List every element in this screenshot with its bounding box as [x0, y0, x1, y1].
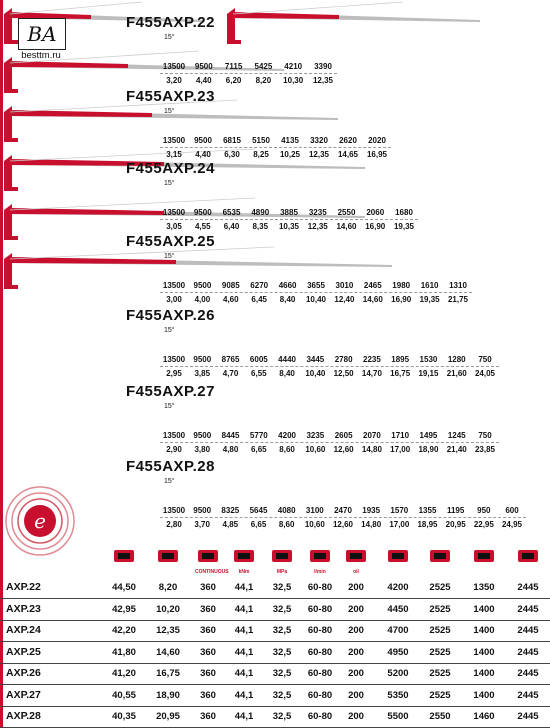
table-cell: 18,90 [156, 689, 180, 701]
icon-label: oil [353, 569, 359, 575]
table-cell: 41,20 [112, 668, 136, 679]
width-icon [471, 548, 497, 570]
load-value: 13500 [162, 431, 186, 440]
table-cell: 40,35 [112, 711, 136, 722]
table-cell: 32,5 [272, 711, 292, 722]
model-title: F455AXP.28 [126, 458, 215, 475]
table-cell: 2445 [517, 711, 539, 722]
table-cell: 32,5 [272, 603, 292, 615]
radius-value: 12,35 [312, 76, 334, 85]
radius-value: 3,00 [166, 295, 182, 304]
load-value: 5770 [249, 431, 268, 440]
table-cell: 60-80 [307, 625, 333, 636]
icon-label: l/min [314, 569, 326, 575]
radius-value: 18,90 [418, 445, 439, 454]
radius-value: 4,40 [195, 150, 211, 159]
reach-arrow-icon [155, 548, 181, 570]
load-value: 3445 [306, 355, 325, 364]
table-cell: 44,1 [234, 689, 254, 701]
radius-value: 14,80 [361, 520, 382, 529]
angle-label: 15° [164, 327, 175, 334]
radius-value: 6,30 [224, 150, 240, 159]
table-cell: 32,5 [272, 689, 292, 701]
radius-value: 2,95 [166, 369, 182, 378]
load-value: 2070 [363, 431, 381, 440]
table-cell: 44,50 [112, 582, 136, 593]
radius-value: 3,20 [166, 76, 182, 85]
icon-label: MPa [276, 569, 288, 575]
radius-value: 10,25 [279, 150, 301, 159]
model-name: AXP.22 [6, 581, 41, 593]
table-cell: 360 [200, 582, 216, 593]
table-cell: 32,5 [272, 646, 292, 658]
icon-label: CONTINUOUS [195, 569, 229, 575]
radius-value: 6,40 [223, 222, 240, 231]
radius-value: 14,60 [362, 295, 383, 304]
table-cell: 60-80 [307, 582, 333, 593]
radius-value: 12,35 [307, 222, 328, 231]
angle-label: 15° [164, 108, 175, 115]
load-value: 1980 [392, 281, 411, 290]
radius-value: 3,80 [194, 445, 211, 454]
radius-value: 12,40 [334, 295, 355, 304]
table-cell: 2550 [429, 711, 451, 722]
load-value: 1355 [418, 506, 437, 515]
table-cell: 2445 [517, 603, 539, 615]
load-value: 2780 [334, 355, 353, 364]
model-name: AXP.25 [6, 645, 41, 658]
load-value: 13500 [162, 136, 186, 145]
table-cell: 5350 [387, 689, 409, 701]
table-cell: 2445 [517, 582, 539, 593]
load-value: 7115 [224, 62, 243, 71]
load-value: 6815 [223, 136, 241, 145]
radius-value: 8,60 [278, 520, 295, 529]
table-cell: 10,20 [156, 603, 180, 615]
load-value: 9500 [193, 355, 212, 364]
angle-label: 15° [164, 478, 175, 485]
radius-value: 17,00 [390, 445, 411, 454]
table-cell: 360 [200, 668, 216, 679]
load-value: 5150 [252, 136, 270, 145]
load-value: 2550 [337, 208, 356, 217]
table-cell: 2525 [429, 689, 451, 701]
angle-label: 15° [164, 403, 175, 410]
table-cell: 1400 [473, 646, 495, 658]
table-row [0, 705, 550, 728]
radius-value: 8,60 [279, 445, 295, 454]
table-cell: 2445 [517, 689, 539, 701]
row-divider [160, 366, 499, 367]
radius-value: 8,40 [279, 369, 295, 378]
radius-value: 4,55 [194, 222, 211, 231]
model-title: F455AXP.22 [126, 14, 215, 31]
model-title: F455AXP.27 [126, 383, 215, 400]
oil-tank-icon [343, 548, 369, 575]
table-cell: 200 [348, 625, 364, 636]
table-cell: 200 [348, 646, 364, 658]
load-value: 13500 [162, 355, 186, 364]
row-divider [160, 442, 499, 443]
radius-value: 12,35 [308, 150, 330, 159]
radius-value: 24,05 [474, 369, 496, 378]
load-value: 1245 [447, 431, 466, 440]
load-value: 3100 [305, 506, 324, 515]
row-divider [160, 219, 418, 220]
table-cell: 1460 [473, 711, 495, 722]
radius-value: 10,35 [278, 222, 300, 231]
load-value: 13500 [162, 281, 186, 290]
radius-value: 16,90 [391, 295, 412, 304]
table-cell: 1350 [473, 582, 495, 593]
radius-value: 12,60 [333, 445, 354, 454]
table-cell: 8,20 [158, 582, 178, 593]
load-value: 9500 [193, 208, 212, 217]
radius-value: 10,60 [305, 445, 326, 454]
crane-boom-icon [223, 0, 500, 44]
load-value: 1610 [420, 281, 439, 290]
load-value: 1280 [447, 355, 466, 364]
table-cell: 2445 [517, 646, 539, 658]
table-cell: 60-80 [307, 646, 333, 658]
table-cell: 1400 [473, 603, 495, 615]
load-value: 2605 [334, 431, 353, 440]
table-cell: 42,95 [112, 603, 136, 615]
model-name: AXP.27 [6, 688, 41, 701]
load-value: 13500 [162, 506, 186, 515]
table-cell: 4950 [387, 646, 409, 658]
table-cell: 2445 [517, 625, 539, 636]
radius-value: 4,85 [222, 520, 239, 529]
crane-lift-icon [111, 548, 137, 570]
load-value: 4135 [281, 136, 299, 145]
radius-value: 12,50 [333, 369, 354, 378]
angle-label: 15° [164, 34, 175, 41]
stabilizer-spread-icon [427, 548, 453, 570]
e-logo-icon [4, 485, 76, 557]
radius-value: 2,80 [166, 520, 182, 529]
table-cell: 2525 [429, 625, 451, 636]
load-value: 9500 [194, 62, 213, 71]
table-cell: 200 [348, 689, 364, 701]
table-cell: 1400 [473, 689, 495, 701]
radius-value: 14,65 [337, 150, 359, 159]
load-value: 4660 [278, 281, 297, 290]
load-value: 5425 [254, 62, 273, 71]
radius-value: 18,95 [417, 520, 438, 529]
radius-value: 19,35 [419, 295, 440, 304]
model-name: AXP.23 [6, 602, 41, 615]
model-title: F455AXP.25 [126, 233, 215, 250]
table-cell: 200 [348, 582, 364, 593]
table-cell: 360 [200, 711, 216, 722]
load-value: 1530 [419, 355, 438, 364]
load-value: 2470 [334, 506, 352, 515]
model-name: AXP.28 [6, 710, 41, 722]
table-cell: 2525 [429, 603, 451, 615]
icon-label: kNm [238, 569, 250, 575]
table-cell: 200 [348, 711, 364, 722]
table-cell: 40,55 [112, 689, 136, 701]
radius-value: 4,00 [194, 295, 211, 304]
svg-text:e: e [34, 509, 46, 533]
table-cell: 4200 [387, 582, 409, 593]
radius-value: 6,45 [251, 295, 267, 304]
radius-value: 8,40 [279, 295, 296, 304]
model-name: AXP.24 [6, 624, 41, 636]
radius-value: 4,40 [196, 76, 212, 85]
load-value: 8445 [221, 431, 240, 440]
table-row [0, 598, 550, 621]
table-cell: 4450 [387, 603, 409, 615]
load-value: 6535 [222, 208, 241, 217]
height-icon [515, 548, 541, 570]
table-cell: 44,1 [234, 582, 254, 593]
radius-value: 12,60 [332, 520, 354, 529]
load-value: 3235 [306, 431, 325, 440]
load-value: 2020 [368, 136, 386, 145]
load-value: 3655 [307, 281, 325, 290]
radius-value: 6,55 [251, 369, 267, 378]
load-value: 6005 [249, 355, 268, 364]
radius-value: 17,00 [389, 520, 410, 529]
radius-value: 16,95 [366, 150, 388, 159]
logo-mark: BA [18, 18, 66, 50]
table-cell: 2525 [429, 582, 451, 593]
table-cell: 44,1 [234, 603, 254, 615]
table-row [0, 684, 550, 707]
load-value: 750 [478, 431, 492, 440]
load-value: 1935 [362, 506, 381, 515]
radius-value: 8,35 [252, 222, 269, 231]
table-cell: 5500 [387, 711, 409, 722]
radius-value: 23,85 [474, 445, 496, 454]
load-value: 4890 [251, 208, 270, 217]
load-value: 9500 [194, 136, 212, 145]
table-cell: 42,20 [112, 625, 136, 636]
table-cell: 200 [348, 603, 364, 615]
table-row [0, 576, 550, 599]
radius-value: 16,90 [365, 222, 386, 231]
radius-value: 3,15 [166, 150, 182, 159]
load-value: 3320 [310, 136, 328, 145]
pressure-icon [269, 548, 295, 575]
load-value: 3235 [308, 208, 327, 217]
table-cell: 20,95 [156, 711, 180, 722]
radius-value: 8,20 [255, 76, 272, 85]
table-cell: 60-80 [307, 689, 333, 701]
table-cell: 44,1 [234, 646, 254, 658]
brand-logo [10, 18, 72, 66]
table-cell: 2525 [429, 646, 451, 658]
table-row [0, 619, 550, 642]
table-cell: 360 [200, 689, 216, 701]
load-value: 9500 [193, 431, 212, 440]
radius-value: 21,75 [447, 295, 469, 304]
load-value: 13500 [162, 62, 186, 71]
table-cell: 44,1 [234, 711, 254, 722]
table-cell: 44,1 [234, 668, 254, 679]
load-value: 2620 [339, 136, 357, 145]
weight-icon [385, 548, 411, 570]
load-value: 950 [477, 506, 491, 515]
radius-value: 24,95 [501, 520, 523, 529]
table-cell: 60-80 [307, 603, 333, 615]
table-cell: 2445 [517, 668, 539, 679]
radius-value: 16,75 [390, 369, 411, 378]
load-value: 9500 [193, 281, 212, 290]
table-cell: 60-80 [307, 711, 333, 722]
load-value: 4080 [277, 506, 296, 515]
table-cell: 44,1 [234, 625, 254, 636]
table-cell: 360 [200, 603, 216, 615]
load-value: 5645 [249, 506, 268, 515]
load-value: 1895 [391, 355, 410, 364]
load-value: 2235 [363, 355, 381, 364]
row-divider [160, 517, 526, 518]
table-cell: 200 [348, 668, 364, 679]
load-value: 1310 [449, 281, 467, 290]
load-value: 9500 [193, 506, 212, 515]
load-value: 8765 [221, 355, 240, 364]
radius-value: 10,30 [283, 76, 304, 85]
radius-value: 19,15 [418, 369, 439, 378]
table-cell: 32,5 [272, 625, 292, 636]
load-value: 3010 [335, 281, 354, 290]
table-cell: 41,80 [112, 646, 136, 658]
flow-icon [307, 548, 333, 575]
table-cell: 1400 [473, 625, 495, 636]
load-value: 8325 [221, 506, 240, 515]
radius-value: 8,25 [253, 150, 269, 159]
table-cell: 360 [200, 646, 216, 658]
table-cell: 60-80 [307, 668, 333, 679]
radius-value: 19,35 [393, 222, 415, 231]
model-title: F455AXP.26 [126, 307, 215, 324]
table-cell: 16,75 [156, 668, 180, 679]
load-value: 4200 [278, 431, 296, 440]
load-value: 1680 [395, 208, 413, 217]
load-value: 6270 [250, 281, 269, 290]
radius-value: 10,40 [305, 295, 327, 304]
radius-value: 3,05 [166, 222, 182, 231]
radius-value: 10,60 [304, 520, 325, 529]
row-divider [160, 73, 337, 74]
load-value: 1710 [391, 431, 410, 440]
load-value: 3885 [280, 208, 298, 217]
table-cell: 14,60 [156, 646, 180, 658]
load-value: 750 [478, 355, 492, 364]
torque-icon [231, 548, 257, 575]
radius-value: 21,40 [446, 445, 467, 454]
radius-value: 3,85 [194, 369, 211, 378]
radius-value: 21,60 [446, 369, 467, 378]
radius-value: 4,80 [222, 445, 239, 454]
table-cell: 2525 [429, 668, 451, 679]
row-divider [160, 147, 391, 148]
load-value: 600 [505, 506, 519, 515]
load-value: 4440 [278, 355, 296, 364]
radius-value: 6,65 [250, 520, 267, 529]
radius-value: 6,65 [251, 445, 267, 454]
load-value: 9085 [221, 281, 240, 290]
radius-value: 14,80 [361, 445, 382, 454]
load-value: 2060 [366, 208, 385, 217]
table-cell: 360 [200, 625, 216, 636]
radius-value: 4,60 [223, 295, 239, 304]
model-name: AXP.26 [6, 667, 41, 679]
angle-label: 15° [164, 180, 175, 187]
load-value: 1495 [419, 431, 438, 440]
table-cell: 1400 [473, 668, 495, 679]
radius-value: 3,70 [194, 520, 210, 529]
radius-value: 14,70 [361, 369, 382, 378]
logo-site: besttm.ru [21, 50, 61, 61]
radius-value: 2,90 [166, 445, 182, 454]
load-value: 2465 [363, 281, 382, 290]
table-cell: 4700 [387, 625, 409, 636]
table-row [0, 662, 550, 685]
table-row [0, 641, 550, 664]
model-title: F455AXP.24 [126, 160, 215, 177]
load-value: 1195 [446, 506, 465, 515]
radius-value: 10,40 [305, 369, 326, 378]
rotation-icon [195, 548, 229, 575]
table-cell: 12,35 [156, 625, 180, 636]
radius-value: 22,95 [473, 520, 494, 529]
load-value: 3390 [314, 62, 332, 71]
load-value: 13500 [162, 208, 186, 217]
table-cell: 5200 [387, 668, 409, 679]
table-cell: 32,5 [272, 582, 292, 593]
model-title: F455AXP.23 [126, 88, 215, 105]
radius-value: 20,95 [445, 520, 466, 529]
row-divider [160, 292, 472, 293]
angle-label: 15° [164, 253, 175, 260]
load-value: 1570 [390, 506, 409, 515]
radius-value: 6,20 [225, 76, 242, 85]
load-value: 4210 [284, 62, 303, 71]
radius-value: 4,70 [222, 369, 239, 378]
table-cell: 32,5 [272, 668, 292, 679]
radius-value: 14,60 [336, 222, 357, 231]
